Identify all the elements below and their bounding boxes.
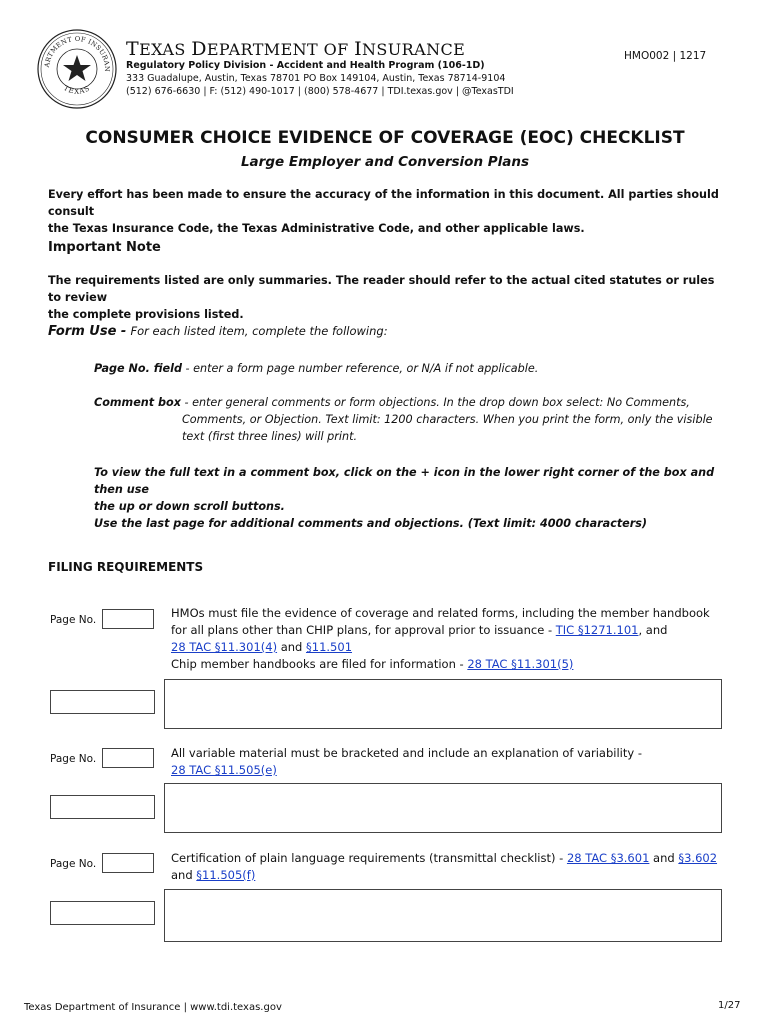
citation-link[interactable]: §3.602	[678, 851, 718, 865]
agency-name-part: INSURANCE	[354, 38, 466, 60]
comment-box[interactable]	[164, 889, 722, 942]
page-no-label: Page No.	[50, 858, 97, 870]
page-no-label: Page No.	[50, 753, 97, 765]
citation-link[interactable]: 28 TAC §3.601	[566, 851, 650, 865]
citation-link[interactable]: §11.505(f)	[196, 868, 256, 882]
comment-type-select[interactable]	[50, 795, 155, 819]
page-number: 1/27	[718, 1000, 741, 1011]
page-no-input[interactable]	[102, 748, 154, 768]
document-title: CONSUMER CHOICE EVIDENCE OF COVERAGE (EOC) CHECKLIST	[85, 128, 685, 148]
intro-paragraph: Every effort has been made to ensure the accuracy of the information in this document. All parties should consult the Texas Insurance Code, the Texas Administrative Code, and other applicable laws.	[48, 188, 719, 235]
form-use-line: Form Use - For each listed item, complete the following:	[48, 324, 388, 339]
citation-link[interactable]: 28 TAC §11.301(4)	[171, 640, 278, 654]
citation-link[interactable]: 28 TAC §11.505(e)	[171, 763, 277, 777]
page-no-label: Page No.	[50, 614, 97, 626]
citation-link[interactable]: 28 TAC §11.301(5)	[467, 657, 574, 671]
svg-text:TEXAS	[62, 84, 92, 96]
contact-line: (512) 676-6630 | F: (512) 490-1017 | (800) 578-4677 | TDI.texas.gov | @TexasTDI	[126, 86, 514, 97]
last-page-instruction: Use the last page for additional comments and objections. (Text limit: 4000 characters)	[94, 517, 648, 530]
comment-type-select[interactable]	[50, 901, 155, 925]
agency-name-part: DEPARTMENT OF	[191, 38, 355, 60]
tdi-seal-logo	[36, 28, 118, 110]
division-line: Regulatory Policy Division - Accident and Health Program (106-1D)	[126, 60, 485, 71]
comment-type-select[interactable]	[50, 690, 155, 714]
important-note-heading: Important Note	[48, 240, 161, 255]
citation-link[interactable]: §11.501	[306, 640, 353, 654]
footer-text: Texas Department of Insurance | www.tdi.texas.gov	[24, 1002, 282, 1013]
requirement-text: HMOs must file the evidence of coverage and related forms, including the member handbook for all plans other than CHIP plans, for approval prior to issuance - TIC §1271.101, and 28 TAC §11.301(4) and §11.501 Chip member handbooks are filed for information - 28 TAC §11.301(5)	[171, 606, 710, 671]
seal-top-text: ARTMENT OF INSURAN	[42, 34, 112, 72]
view-full-text-instruction: To view the full text in a comment box, click on the + icon in the lower right corner of the box and then use the up or down scroll buttons.	[94, 466, 715, 513]
filing-requirements-heading: FILING REQUIREMENTS	[48, 560, 204, 574]
page-no-input[interactable]	[102, 853, 154, 873]
address-line: 333 Guadalupe, Austin, Texas 78701 PO Box 149104, Austin, Texas 78714-9104	[126, 73, 506, 84]
requirement-text: All variable material must be bracketed and include an explanation of variability - 28 TAC §11.505(e)	[171, 746, 642, 777]
comment-box-instruction: Comment box - enter general comments or form objections. In the drop down box select: No Comments, Comments, or Objection. Text limit: 1200 characters. When you print the form, only the visible text (first three lines) will print.	[94, 396, 713, 443]
seal-bottom-text: TEXAS	[62, 83, 92, 96]
form-number: HMO002 | 1217	[624, 50, 707, 62]
important-note-text: The requirements listed are only summaries. The reader should refer to the actual cited statutes or rules to review the complete provisions listed.	[48, 274, 715, 321]
agency-name-part: TEXAS	[126, 38, 192, 60]
citation-link[interactable]: TIC §1271.101	[555, 623, 639, 637]
requirement-text: Certification of plain language requirements (transmittal checklist) - 28 TAC §3.601 and §3.602 and §11.505(f)	[171, 851, 718, 882]
agency-name	[126, 38, 465, 60]
comment-box[interactable]	[164, 783, 722, 833]
comment-box[interactable]	[164, 679, 722, 729]
page-no-input[interactable]	[102, 609, 154, 629]
page-no-instruction: Page No. field - enter a form page number reference, or N/A if not applicable.	[94, 362, 539, 375]
document-subtitle: Large Employer and Conversion Plans	[240, 154, 530, 170]
